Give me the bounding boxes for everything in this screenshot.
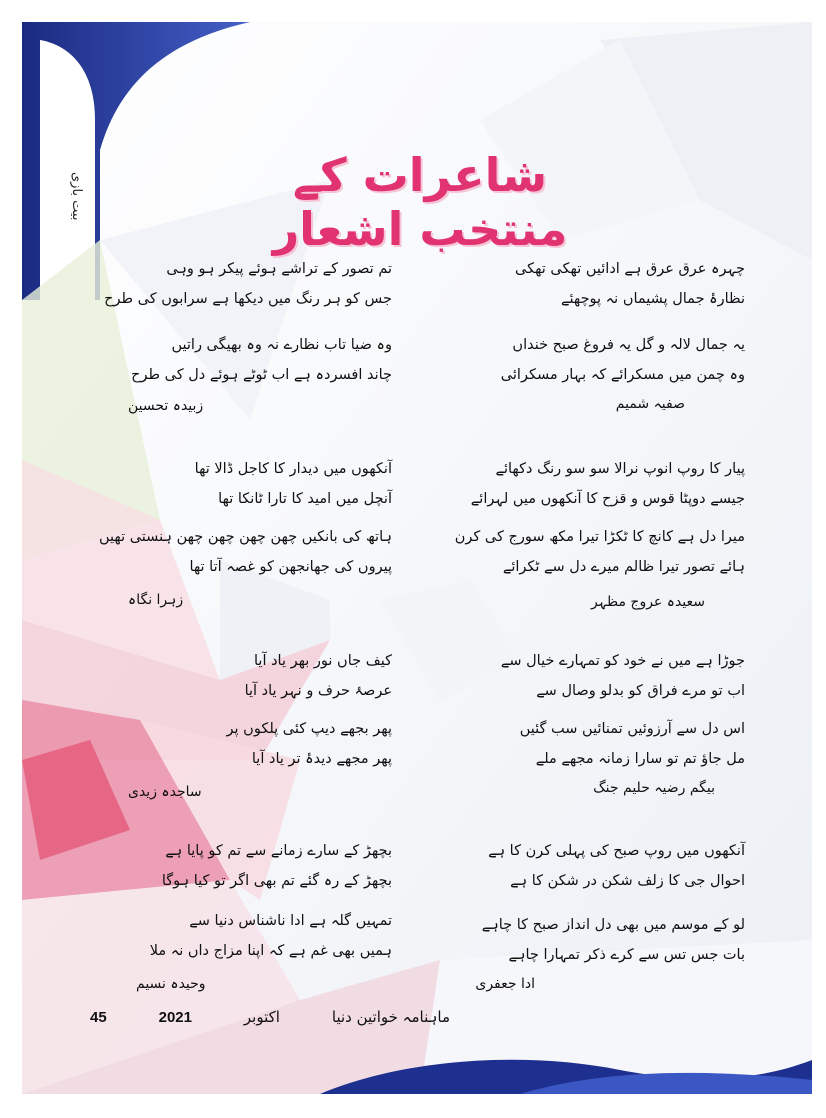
verse-line: جوڑا ہے میں نے خود کو تمہارے خیال سے bbox=[500, 653, 745, 669]
poet-name: وحیدہ نسیم bbox=[136, 976, 206, 992]
couplet bbox=[445, 454, 745, 514]
verse-line: بات جس تس سے کرے ذکر تمہارا چاہے bbox=[508, 947, 745, 963]
verse-line: آنکھوں میں دیدار کا کاجل ڈالا تھا bbox=[194, 461, 392, 477]
verse-line: چاند افسردہ ہے اب ٹوٹے ہوئے دل کی طرح bbox=[131, 367, 392, 383]
couplet bbox=[445, 254, 745, 314]
verse-line: نظارۂ جمال پشیماں نہ پوچھئے bbox=[561, 291, 745, 307]
couplet bbox=[445, 522, 745, 582]
couplet bbox=[92, 906, 392, 966]
verse-line: لو کے موسم میں بھی دل انداز صبح کا چاہے bbox=[481, 917, 745, 933]
verse-line: وہ ضیا تاب نظارے نہ وہ بھیگی راتیں bbox=[171, 337, 392, 353]
couplet bbox=[445, 836, 745, 896]
couplet bbox=[92, 836, 392, 896]
poet-name: زہرا نگاہ bbox=[128, 592, 184, 608]
section-label: بیت بازی bbox=[69, 171, 84, 220]
couplet bbox=[92, 330, 392, 390]
verse-line: پیار کا روپ انوپ نرالا سو سو رنگ دکھائے bbox=[495, 461, 745, 477]
poet-name: بیگم رضیہ حلیم جنگ bbox=[593, 780, 715, 796]
verse-line: مل جاؤ تم تو سارا زمانہ مجھے ملے bbox=[535, 751, 745, 767]
verse-line: ہائے تصور تیرا ظالم میرے دل سے ٹکرائے bbox=[502, 559, 745, 575]
verse-line: بچھڑ کے رہ گئے تم بھی اگر تو کیا ہوگا bbox=[161, 873, 392, 889]
couplet bbox=[445, 646, 745, 706]
couplet bbox=[445, 330, 745, 390]
poet-name: سعیدہ عروج مظہر bbox=[591, 594, 705, 610]
verse-line: پیروں کی جھانجھن کو غصہ آتا تھا bbox=[189, 559, 392, 575]
magazine-name: ماہنامہ خواتین دنیا bbox=[331, 1008, 450, 1026]
couplet bbox=[92, 254, 392, 314]
verse-line: میرا دل ہے کانچ کا ٹکڑا تیرا مکھ سورج کی کرن bbox=[454, 529, 745, 545]
verse-line: پھر مجھے دیدۂ تر یاد آیا bbox=[251, 751, 392, 767]
verse-line: جیسے دوپٹا قوس و قزح کا آنکھوں میں لہرائے bbox=[470, 491, 745, 507]
verse-line: یہ جمال لالہ و گل یہ فروغ صبح خنداں bbox=[512, 337, 745, 353]
verse-line: اس دل سے آرزوئیں تمنائیں سب گئیں bbox=[519, 721, 745, 737]
verse-line: ہاتھ کی بانکیں چھن چھن چھن چھن ہنستی تھیں bbox=[98, 529, 392, 545]
poet-name: ساجدہ زیدی bbox=[128, 784, 202, 800]
couplet bbox=[445, 910, 745, 970]
verse-line: تمہیں گلہ ہے ادا ناشناس دنیا سے bbox=[189, 913, 392, 929]
issue-month: اکتوبر bbox=[243, 1008, 280, 1026]
poet-name: صفیہ شمیم bbox=[615, 396, 685, 412]
couplet bbox=[92, 714, 392, 774]
verse-line: ہمیں بھی غم ہے کہ اپنا مزاج داں نہ ملا bbox=[149, 943, 392, 959]
couplet bbox=[92, 522, 392, 582]
page-footer bbox=[90, 1008, 450, 1026]
verse-line: آنکھوں میں روپ صبح کی پہلی کرن کا ہے bbox=[488, 843, 745, 859]
poet-name: زبیدہ تحسین bbox=[128, 398, 204, 414]
couplet bbox=[92, 646, 392, 706]
verse-line: تم تصور کے تراشے ہوئے پیکر ہو وہی bbox=[166, 261, 392, 277]
poet-name: ادا جعفری bbox=[475, 976, 535, 992]
verse-line: آنچل میں امید کا تارا ٹانکا تھا bbox=[218, 491, 392, 507]
verse-line: پھر بجھے دیپ کئی پلکوں پر bbox=[226, 721, 392, 737]
page-number: 45 bbox=[90, 1008, 107, 1026]
verse-line: بچھڑ کے سارے زمانے سے تم کو پایا ہے bbox=[165, 843, 392, 859]
verse-line: وہ چمن میں مسکرائے کہ بہار مسکرائی bbox=[500, 367, 745, 383]
verse-line: اب تو مرے فراق کو بدلو وصال سے bbox=[536, 683, 745, 699]
couplet bbox=[445, 714, 745, 774]
verse-line: عرصۂ حرف و نہر یاد آیا bbox=[244, 683, 392, 699]
issue-year: 2021 bbox=[158, 1008, 192, 1026]
couplet bbox=[92, 454, 392, 514]
verse-line: احوال جی کا زلف شکن در شکن کا ہے bbox=[510, 873, 745, 889]
page-title: شاعرات کے منتخب اشعار bbox=[272, 148, 568, 256]
verse-line: چہرہ عرق عرق ہے ادائیں تھکی تھکی bbox=[515, 261, 745, 277]
verse-line: جس کو ہر رنگ میں دیکھا ہے سرابوں کی طرح bbox=[104, 291, 392, 307]
verse-line: کیف جاں نور بھر یاد آیا bbox=[253, 653, 392, 669]
